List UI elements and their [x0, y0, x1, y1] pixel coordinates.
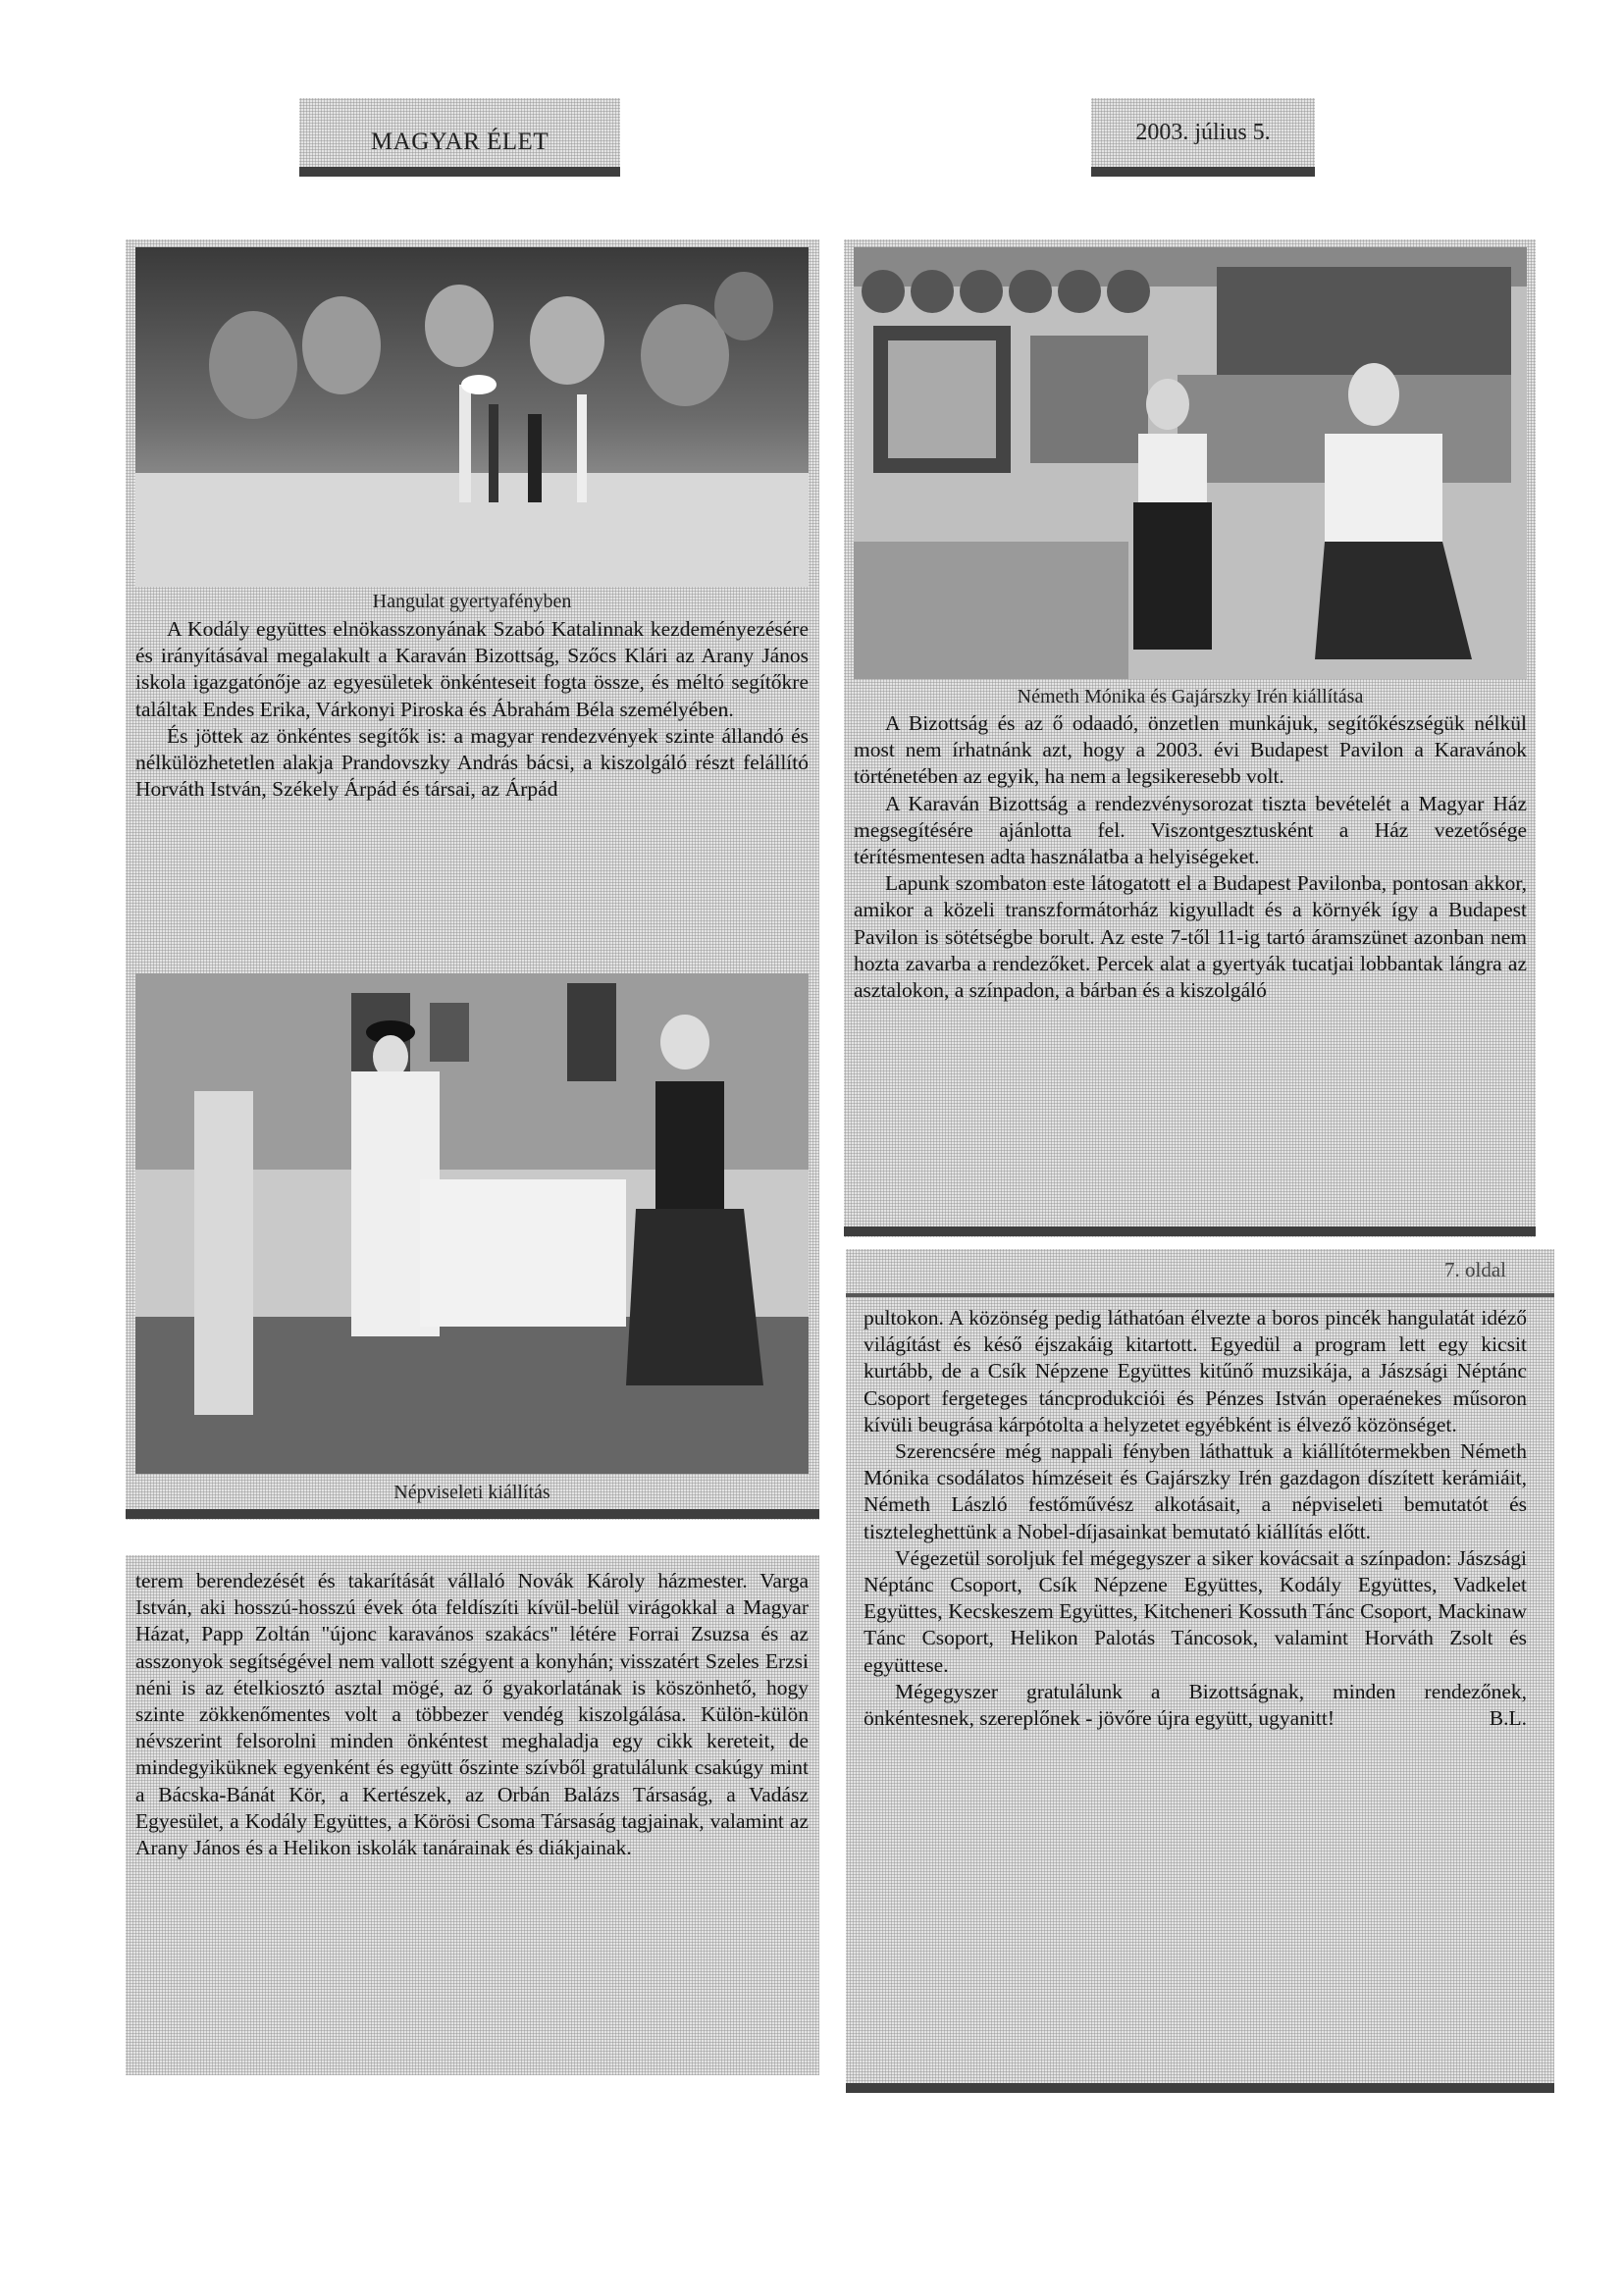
right-bottom-top-rule — [846, 1293, 1554, 1297]
issue-date: 2003. július 5. — [1135, 120, 1271, 145]
right-paragraph-1: A Bizottság és az ő odaadó, önzetlen munkájuk, segítőkészségük nélkül most nem írhatnánk azt, hogy a 2003. évi Budapest Pavilon a Karavánok történetében az egyik, ha nem a legsikeresebb volt. — [854, 711, 1527, 789]
left-paragraph-1: A Kodály együttes elnökasszonyának Szabó Katalinnak kezdeményezésére és irányításával megalakult a Karaván Bizottság, Szőcs Klári az Arany János iskola igazgatónője az egyesületek önkénteseit fogta össze, és méltó segítőkre találtak Endes Erika, Várkonyi Piroska és Ábrahám Béla személyében. — [135, 617, 809, 721]
photo-embroidery-exhibition — [854, 247, 1527, 679]
masthead-name-clip — [299, 98, 620, 175]
masthead-date-rule — [1091, 167, 1315, 177]
right-bottom-article — [864, 1305, 1527, 1732]
right-paragraph-2: A Karaván Bizottság a rendezvénysorozat tiszta bevételét a Magyar Ház megsegítésére ajánlotta fel. Viszontgesztusként a Ház vezetősége térítésmentesen adta használatba a helyiségeket. — [854, 791, 1527, 869]
left-top-article — [135, 616, 809, 803]
right-paragraph-3: Lapunk szombaton este látogatott el a Budapest Pavilonba, pontosan akkor, amikor a közeli transzformátorház kigyulladt és a környék így a Budapest Pavilon is sötétségbe borult. Az este 7-től 11-ig tartó áramszünet azonban nem hozta zavarba a rendezőket. Percek alat a gyertyák tucatjai lobbantak lángra az asztalokon, a színpadon, a bárban és a kiszolgáló — [854, 871, 1527, 1003]
left-paragraph-2: És jöttek az önkéntes segítők is: a magyar rendezvények szinte állandó és nélkülözhetetlen alakja Prandovszky András bácsi, a kiszolgáló részt felállító Horváth István, Székely Árpád és társai, az Árpád — [135, 723, 809, 802]
photo-folk-costume-show-image — [135, 973, 809, 1474]
page-number: 7. oldal — [1444, 1258, 1506, 1281]
right-bottom-paragraph-3: Végezetül soroljuk fel mégegyszer a siker kovácsait a színpadon: Jászsági Néptánc Csoport, Csík Népzene Együttes, Kodály Együttes, Vadkelet Együttes, Kecskeszem Együttes, Kitcheneri Kossuth Tánc Csoport, Mackinaw Tánc Csoport, Helikon Palotás Táncosok, valamint Horváth Zsolt és együttese. — [864, 1545, 1527, 1677]
left-bottom-article — [135, 1568, 809, 1861]
right-top-rule — [844, 1226, 1536, 1236]
right-top-article — [854, 710, 1527, 1004]
right-bottom-paragraph-2: Szerencsére még nappali fényben láthattuk a kiállítótermekben Németh Mónika csodálatos hímzéseit és Gajárszky Irén gazdagon díszített kerámiáit, Németh László festőművész alkotásait, a népviseleti bemutatót és tiszteleghettünk a Nobel-díjasainkat bemutató kiállítás előtt. — [864, 1439, 1527, 1543]
right-bottom-paragraph-1: pultokon. A közönség pedig láthatóan élvezte a boros pincék hangulatát idéző világítást és késő éjszakáig kitartott. Egyedül a program lett egy kicsit kurtább, de a Csík Népzene Együttes kitűnő muzsikája, a Jászsági Néptánc Csoport fergeteges táncprodukciói és Pénzes István operaénekes műsoron kívüli beugrása kárpótolta a helyzetet egyébként is élvező közönséget. — [864, 1306, 1527, 1436]
photo1-caption: Hangulat gyertyafényben — [372, 591, 572, 612]
photo-candlelight-dinner — [135, 247, 809, 587]
masthead-date-clip — [1091, 98, 1315, 175]
right-bottom-rule — [846, 2083, 1554, 2093]
paper-name: MAGYAR ÉLET — [370, 129, 550, 155]
masthead-name-rule — [299, 167, 620, 177]
photo-embroidery-exhibition-image — [854, 247, 1527, 679]
left-bottom-paragraph: terem berendezését és takarítását vállaló Novák Károly házmester. Varga István, aki hosszú-hosszú évek óta feldíszíti kívül-belül virágokkal a Magyar Házat, Papp Zoltán "újonc karavános szakács" létére Forrai Zsuzsa és az asszonyok segítségével nem vallott szégyent a konyhán; visszatért Szeles Erzsi néni is az ételkiosztó asztal mögé, az ő gyakorlatának is köszönhető, hogy szinte zökkenőmentes volt a többezer vendég kiszolgálása. Külön-külön névszerint felsorolni minden önkéntest meghaladja egy cikk kereteit, de mindegyiküknek egyenként és együtt őszinte szívből gratulálunk csakúgy mint a Bácska-Bánát Kör, a Kertészek, az Orbán Balázs Társaság, a Vadász Egyesület, a Kodály Együttes, a Körösi Csoma Társaság tagjainak, valamint az Arany János és a Helikon iskolák tanárainak és diákjainak. — [135, 1569, 809, 1860]
photo-folk-costume-show — [135, 973, 809, 1474]
right-bottom-paragraph-4 — [864, 1679, 1527, 1732]
left-top-rule — [126, 1509, 819, 1519]
photo2-caption: Népviseleti kiállítás — [393, 1482, 550, 1503]
author-signature: B.L. — [1489, 1706, 1527, 1731]
closing-text: Mégegyszer gratulálunk a Bizottságnak, minden rendezőnek, önkéntesnek, szereplőnek - jövőre újra együtt, ugyanitt! — [864, 1679, 1527, 1731]
photo-candlelight-dinner-image — [135, 247, 809, 587]
photo3-caption: Németh Mónika és Gajárszky Irén kiállítása — [1017, 686, 1364, 707]
